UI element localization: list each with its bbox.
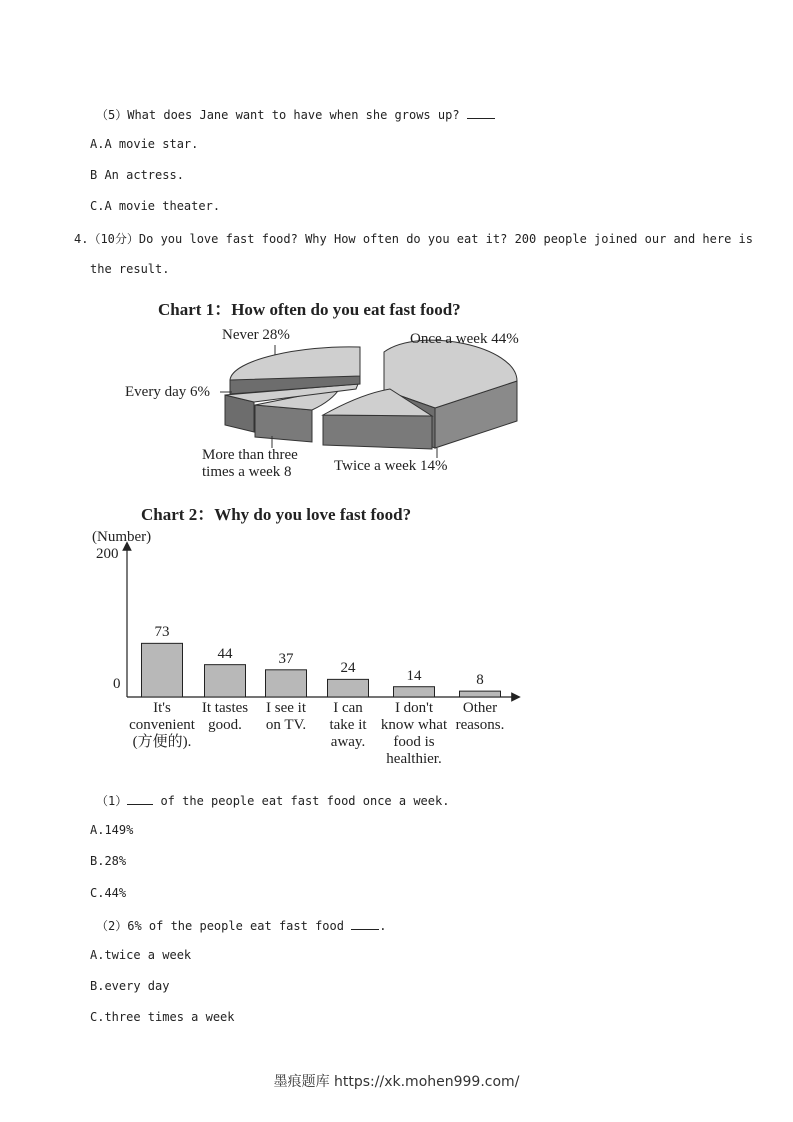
bar-6	[460, 691, 501, 697]
q4-intro-line1: 4.（10分）Do you love fast food? Why How often do you eat it? 200 people joined our and here is	[74, 232, 753, 246]
category-label: away.	[330, 734, 366, 750]
q2-option-b: B.every day	[90, 979, 170, 993]
q1-suffix: of the people eat fast food once a week.	[153, 794, 450, 808]
category-label: good.	[208, 717, 242, 733]
q5-option-a: A.A movie star.	[90, 137, 199, 151]
category-label: I can	[333, 700, 363, 716]
category-label: know what	[380, 717, 448, 733]
bar-value-label: 14	[406, 667, 422, 684]
bar-value-label: 44	[217, 645, 233, 662]
category-label: food is	[393, 734, 435, 750]
y-axis-label: (Number)	[92, 529, 152, 545]
category-label: convenient	[129, 717, 195, 733]
category-label: I see it	[266, 700, 306, 716]
answer-blank[interactable]	[127, 793, 153, 805]
q1-prefix: （1）	[96, 794, 128, 808]
y-tick-0: 0	[113, 676, 121, 692]
bar-value-label: 8	[476, 672, 484, 689]
bar-4	[328, 679, 369, 697]
category-label: It's	[153, 700, 171, 716]
q1-option-b: B.28%	[90, 854, 127, 868]
bar-value-label: 73	[154, 624, 170, 641]
category-label: reasons.	[455, 717, 505, 733]
category-label: on TV.	[265, 717, 307, 733]
q1-stem	[96, 792, 449, 809]
bar-3	[266, 670, 307, 697]
chart2-title: Chart 2：Why do you love fast food?	[141, 505, 412, 524]
footer-watermark: 墨痕题库 https://xk.mohen999.com/	[273, 1074, 520, 1090]
answer-blank[interactable]	[351, 918, 379, 930]
label-once-a-week: Once a week 44%	[410, 331, 519, 347]
label-more-than-three-2: times a week 8	[202, 464, 292, 480]
q5-stem-text: （5）What does Jane want to have when she grows up?	[96, 108, 460, 122]
q2-stem-text: （2）6% of the people eat fast food	[96, 919, 352, 933]
category-label: (方便的).	[132, 734, 192, 750]
label-every-day: Every day 6%	[125, 384, 210, 400]
q5-option-b: B An actress.	[90, 168, 184, 182]
q5-option-c: C.A movie theater.	[90, 199, 221, 213]
bar-5	[394, 687, 435, 697]
q4-intro-line2: the result.	[90, 262, 170, 276]
q2-stem	[96, 917, 386, 934]
category-label: healthier.	[386, 751, 442, 767]
bar-2	[205, 665, 246, 697]
q2-option-c: C.three times a week	[90, 1010, 235, 1024]
q2-option-a: A.twice a week	[90, 948, 192, 962]
bar-value-label: 24	[340, 660, 356, 677]
bar-value-label: 37	[278, 650, 294, 667]
q1-option-c: C.44%	[90, 886, 127, 900]
bar-1	[142, 643, 183, 697]
label-never: Never 28%	[222, 327, 290, 343]
q1-option-a: A.149%	[90, 823, 134, 837]
category-label: Other	[462, 700, 498, 716]
category-label: It tastes	[201, 700, 249, 716]
label-more-than-three-1: More than three	[202, 447, 298, 463]
label-twice-a-week: Twice a week 14%	[334, 458, 448, 474]
category-label: take it	[329, 717, 367, 733]
q2-end: .	[379, 919, 387, 933]
chart1-title: Chart 1：How often do you eat fast food?	[158, 300, 461, 319]
category-label: I don't	[394, 700, 434, 716]
y-tick-200: 200	[96, 546, 119, 562]
